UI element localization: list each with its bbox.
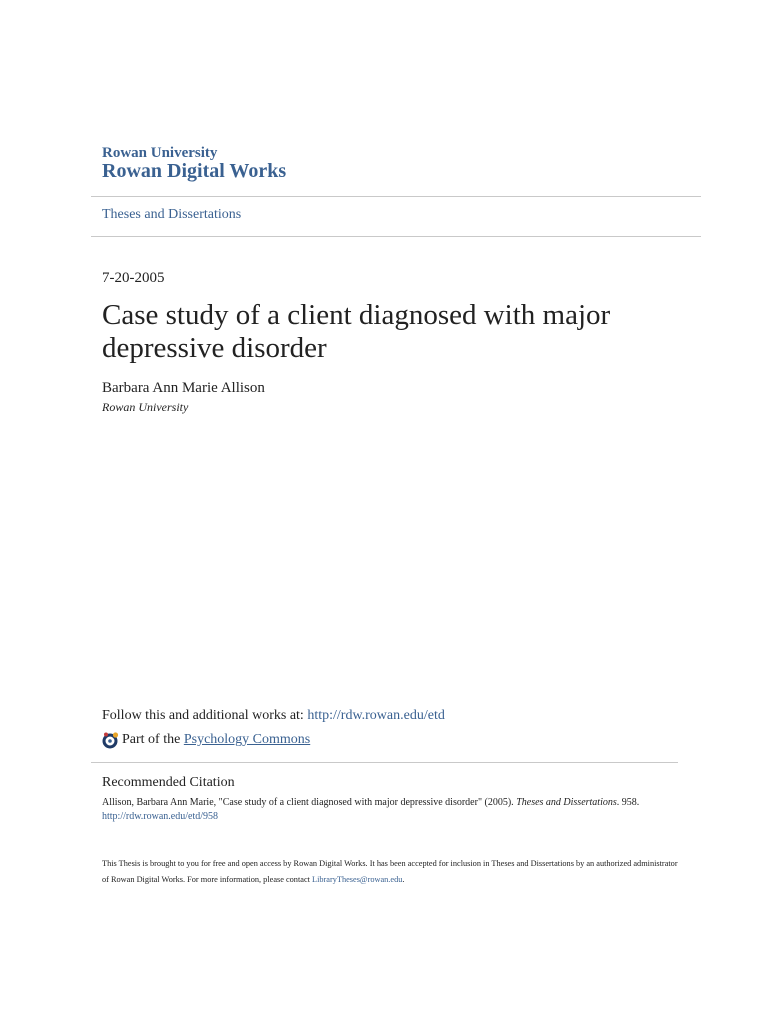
document-title: Case study of a client diagnosed with major depressive disorder (102, 299, 611, 364)
author-affiliation: Rowan University (102, 400, 189, 414)
notice-text: This Thesis is brought to you for free and open access by Rowan Digital Works. It has been accepted for inclusion in Theses and Dissertations by an authorized administrator of Rowan Digital Works. For more information, please contact (102, 859, 678, 884)
institution-link[interactable]: Rowan University (102, 145, 218, 161)
divider (91, 762, 678, 763)
author-name: Barbara Ann Marie Allison (102, 380, 265, 396)
citation-number: . 958. (616, 797, 640, 808)
part-of-line (102, 731, 310, 749)
citation-series: Theses and Dissertations (516, 797, 617, 808)
publication-date: 7-20-2005 (102, 270, 165, 286)
citation-text: Allison, Barbara Ann Marie, "Case study of a client diagnosed with major depressive disorder" (2005). (102, 797, 517, 808)
etd-link[interactable]: http://rdw.rowan.edu/etd (307, 708, 445, 723)
psychology-commons-link[interactable]: Psychology Commons (183, 732, 311, 747)
divider (91, 196, 701, 197)
citation-url-link[interactable]: http://rdw.rowan.edu/etd/958 (102, 811, 218, 822)
contact-email-link[interactable]: LibraryTheses@rowan.edu (312, 875, 403, 884)
citation-block (102, 796, 702, 824)
divider (91, 236, 701, 237)
access-notice (102, 856, 682, 888)
follow-label: Follow this and additional works at: (102, 708, 308, 723)
part-of-label: Part of the (122, 732, 184, 747)
collection-link[interactable]: Theses and Dissertations (102, 207, 242, 222)
follow-line (102, 708, 445, 724)
repository-link[interactable]: Rowan Digital Works (102, 160, 287, 182)
notice-suffix: . (402, 875, 405, 884)
citation-heading: Recommended Citation (102, 775, 235, 790)
commons-network-icon (102, 731, 120, 749)
